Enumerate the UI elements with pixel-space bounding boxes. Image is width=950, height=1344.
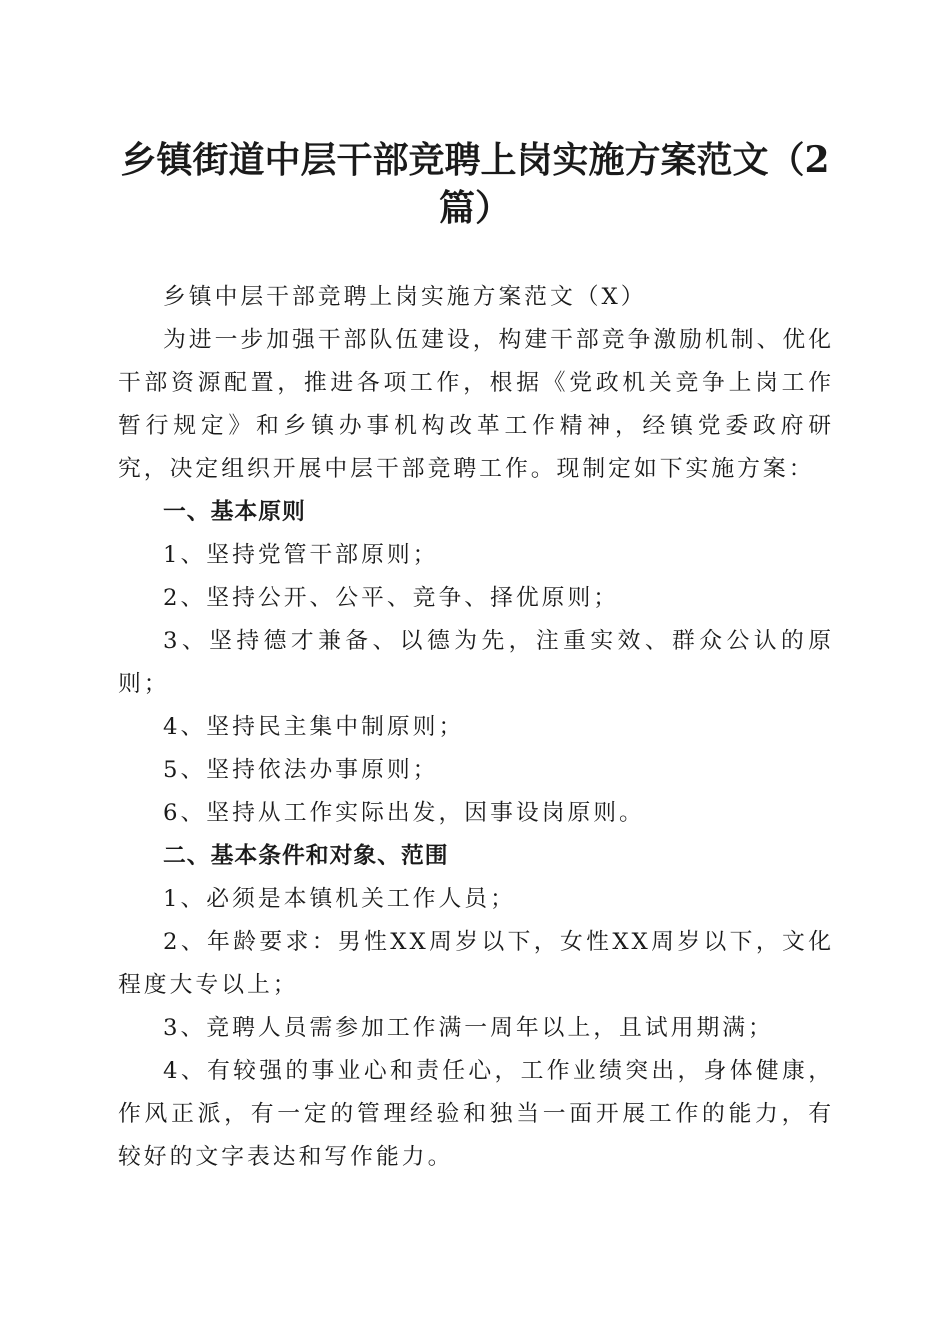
list-item: 1、坚持党管干部原则； (163, 542, 439, 568)
document-body (118, 276, 834, 1179)
list-item: 1、必须是本镇机关工作人员； (163, 886, 516, 912)
list-item: 4、有较强的事业心和责任心，工作业绩突出，身体健康，作风正派，有一定的管理经验和独当一面开展工作的能力，有较好的文字表达和写作能力。 (118, 1058, 834, 1170)
list-item: 3、竞聘人员需参加工作满一周年以上，且试用期满； (163, 1015, 774, 1041)
subtitle: 乡镇中层干部竞聘上岗实施方案范文（X） (163, 284, 647, 310)
list-item: 4、坚持民主集中制原则； (163, 714, 465, 740)
list-item: 2、年龄要求：男性XX周岁以下，女性XX周岁以下，文化程度大专以上； (118, 929, 834, 998)
list-item: 6、坚持从工作实际出发，因事设岗原则。 (163, 800, 645, 826)
section-heading-conditions: 二、基本条件和对象、范围 (163, 843, 449, 869)
list-item: 5、坚持依法办事原则； (163, 757, 439, 783)
list-item: 2、坚持公开、公平、竞争、择优原则； (163, 585, 620, 611)
document-title: 乡镇街道中层干部竞聘上岗实施方案范文（2篇） (120, 139, 830, 229)
intro-paragraph: 为进一步加强干部队伍建设，构建干部竞争激励机制、优化干部资源配置，推进各项工作，根据《党政机关竞争上岗工作暂行规定》和乡镇办事机构改革工作精神，经镇党委政府研究，决定组织开展中层干部竞聘工作。现制定如下实施方案： (118, 327, 834, 482)
list-item: 3、坚持德才兼备、以德为先，注重实效、群众公认的原则； (118, 628, 834, 697)
section-heading-principles: 一、基本原则 (163, 499, 306, 525)
